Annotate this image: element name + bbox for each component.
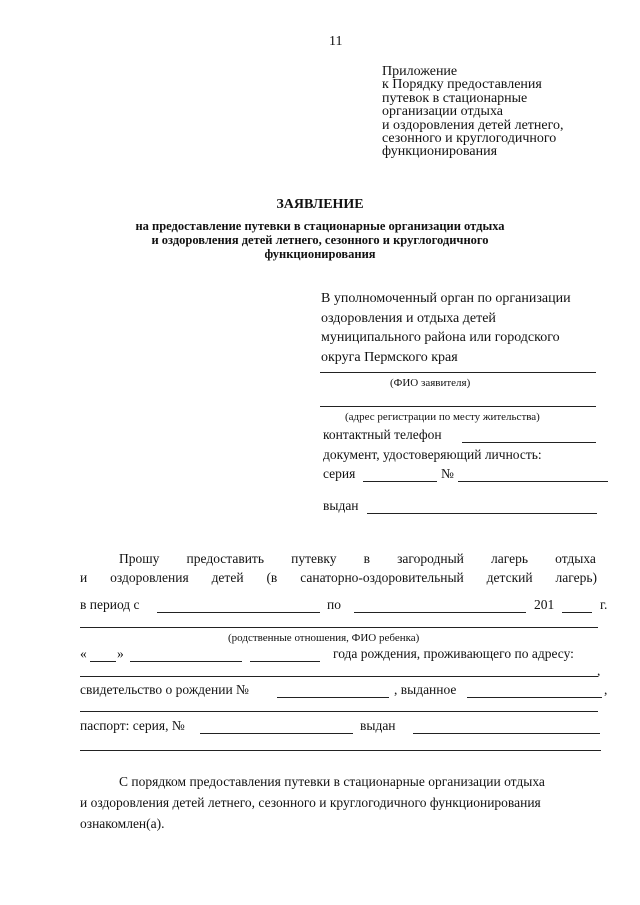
addressee-line: В уполномоченный орган по организации [321, 291, 571, 306]
subtitle-line: функционирования [264, 247, 376, 261]
birth-cert-extra-line[interactable] [80, 711, 598, 712]
fio-caption: (ФИО заявителя) [390, 377, 471, 389]
birth-cert-comma: , [604, 682, 608, 697]
series-label: серия [323, 466, 356, 481]
request-word: лагерь) [555, 570, 597, 585]
appendix-block [382, 65, 564, 159]
passport-label: паспорт: серия, № [80, 718, 185, 733]
number-field[interactable] [458, 481, 608, 482]
year-field[interactable] [562, 612, 592, 613]
request-word: предоставить [186, 551, 264, 566]
acknowledgement-paragraph [80, 771, 597, 834]
birth-month-field[interactable] [130, 661, 242, 662]
year-suffix: г. [600, 597, 608, 612]
birth-cert-issued-label: , выданное [394, 682, 457, 697]
issued-label: выдан [323, 498, 359, 513]
birth-cert-issued-field[interactable] [467, 697, 602, 698]
applicant-fio-field[interactable] [320, 372, 596, 373]
request-word: лагерь [491, 551, 528, 566]
appendix-line: Приложение [382, 64, 458, 79]
request-line-1 [119, 551, 596, 567]
relation-caption: (родственные отношения, ФИО ребенка) [228, 632, 420, 644]
appendix-line: организации отдыха [382, 104, 503, 120]
series-field[interactable] [363, 481, 437, 482]
child-address-field[interactable] [80, 676, 598, 677]
appendix-line: функционирования [382, 144, 498, 160]
request-word: в [363, 551, 370, 566]
issued-field[interactable] [367, 513, 597, 514]
id-document-label: документ, удостоверяющий личность: [323, 447, 542, 462]
appendix-line: и оздоровления детей летнего, [382, 117, 564, 133]
year-prefix: 201 [534, 597, 555, 612]
applicant-address-field[interactable] [320, 406, 596, 407]
appendix-line: к Порядку предоставления [382, 77, 542, 93]
acknowledgement-line: ознакомлен(а). [80, 816, 165, 831]
addressee-line: округа Пермского края [321, 349, 458, 365]
birth-cert-label: свидетельство о рождении № [80, 682, 249, 697]
birth-cert-number-field[interactable] [277, 697, 389, 698]
request-word: оздоровления [110, 570, 189, 585]
passport-extra-line[interactable] [80, 750, 601, 751]
acknowledgement-line: и оздоровления детей летнего, сезонного и круглогодичного функционирования [80, 795, 541, 810]
child-fio-field[interactable] [80, 627, 598, 628]
request-word: и [80, 570, 88, 585]
request-line-2 [80, 570, 597, 586]
date-close-quote: » [117, 646, 124, 661]
request-word: путевку [291, 551, 337, 566]
passport-issued-label: выдан [360, 718, 396, 733]
passport-issued-field[interactable] [413, 733, 600, 734]
number-label: № [441, 466, 454, 481]
document-subtitle [40, 219, 600, 261]
address-caption: (адрес регистрации по месту жительства) [345, 411, 540, 423]
addressee-line: оздоровления и отдыха детей [321, 310, 496, 326]
request-word: детский [486, 570, 533, 585]
appendix-line: путевок в стационарные [382, 90, 528, 106]
phone-field[interactable] [462, 442, 596, 443]
acknowledgement-line: С порядком предоставления путевки в стационарные организации отдыха [119, 774, 545, 789]
addressee-line: муниципального района или городского [321, 330, 560, 345]
request-word: детей [211, 570, 244, 585]
subtitle-line: и оздоровления детей летнего, сезонного и круглогодичного [151, 233, 489, 247]
request-word: (в [266, 570, 278, 585]
appendix-line: сезонного и круглогодичного [382, 131, 557, 147]
phone-label: контактный телефон [323, 427, 442, 442]
addressee-block [321, 289, 571, 367]
date-open-quote: « [80, 646, 87, 661]
subtitle-line: на предоставление путевки в стационарные организации отдыха [135, 219, 505, 233]
address-comma: , [597, 663, 601, 678]
birth-year-field[interactable] [250, 661, 320, 662]
passport-number-field[interactable] [200, 733, 353, 734]
page-number: 11 [329, 34, 343, 49]
document-title: ЗАЯВЛЕНИЕ [276, 197, 364, 212]
request-word: санаторно-оздоровительный [300, 570, 464, 585]
period-from-field[interactable] [157, 612, 320, 613]
birth-day-field[interactable] [90, 661, 116, 662]
request-word: отдыха [555, 551, 596, 566]
period-to-label: по [327, 597, 341, 612]
request-word: Прошу [119, 551, 160, 566]
request-word: загородный [397, 551, 464, 566]
period-from-label: в период с [80, 597, 140, 612]
period-to-field[interactable] [354, 612, 526, 613]
birth-text: года рождения, проживающего по адресу: [333, 646, 574, 661]
